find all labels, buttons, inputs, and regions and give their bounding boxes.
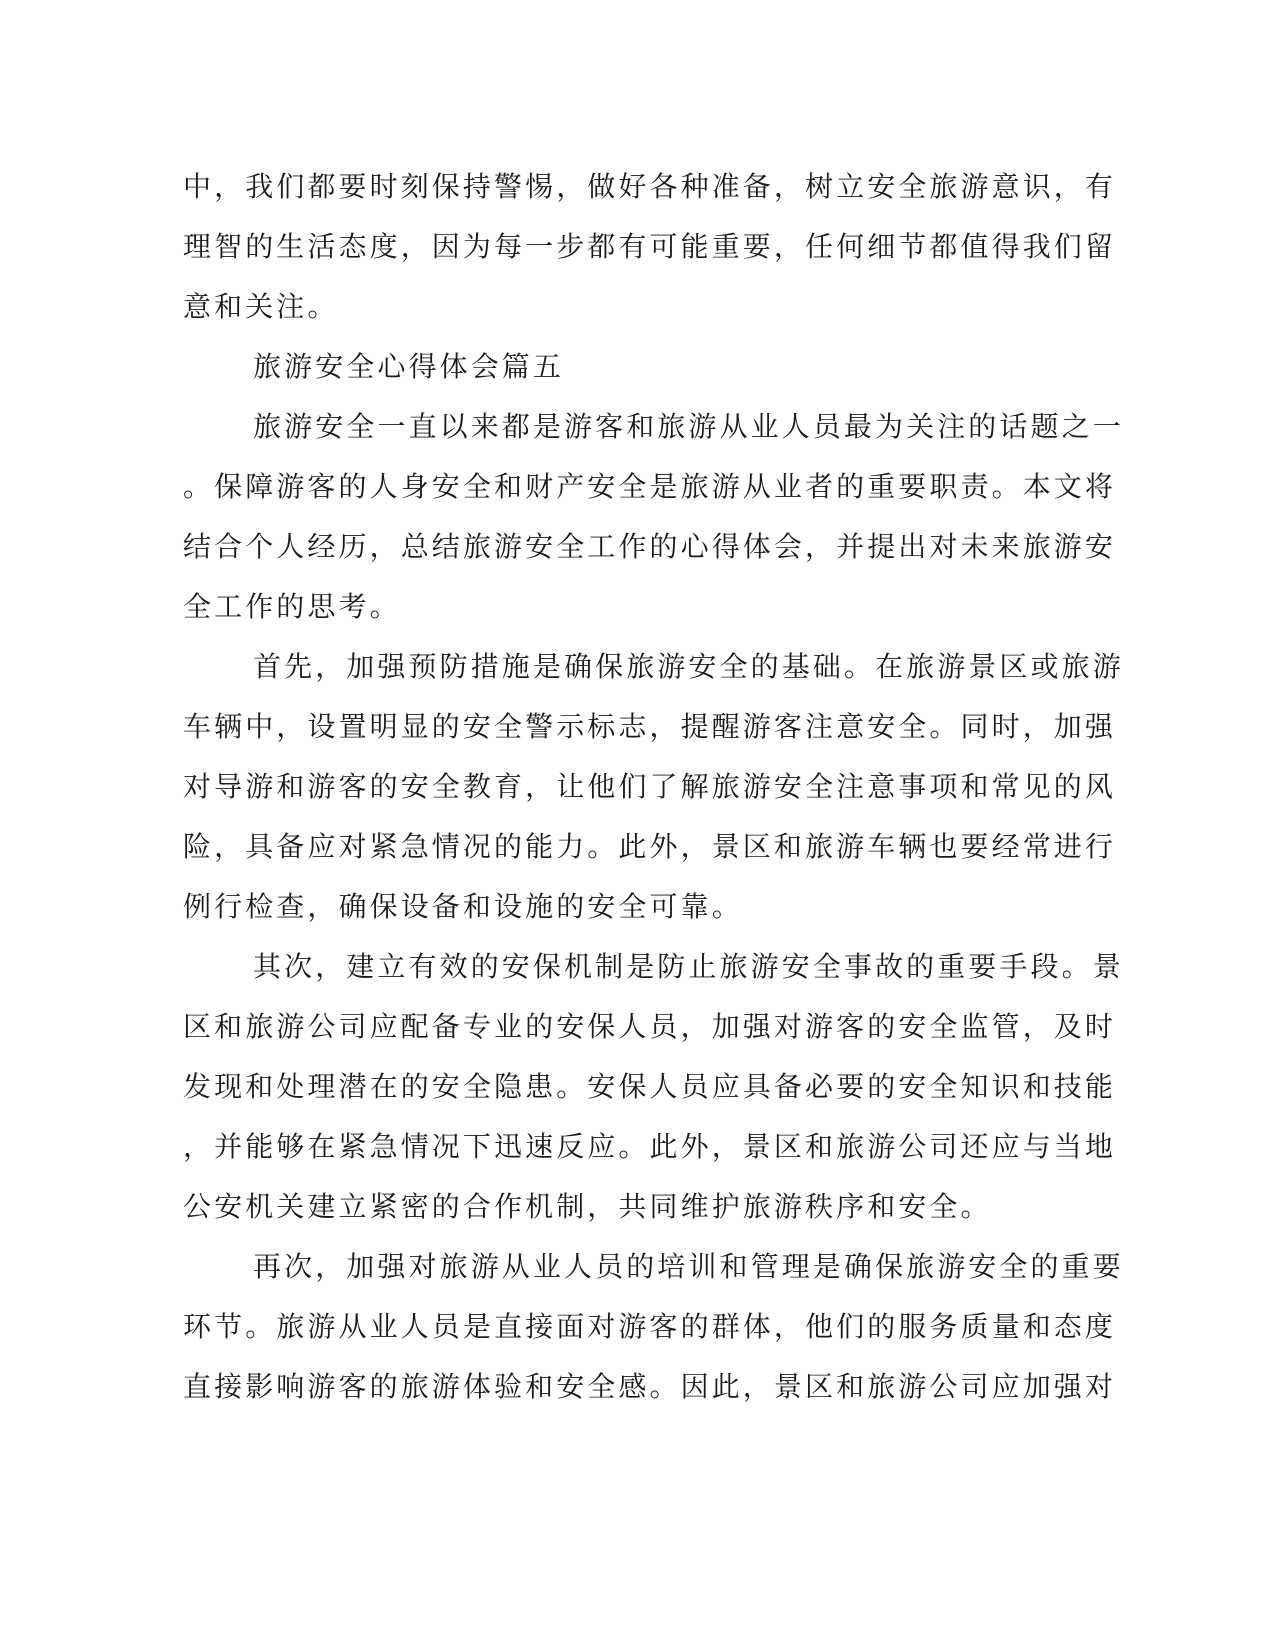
text-line: 直接影响游客的旅游体验和安全感。因此，景区和旅游公司应加强对 [183,1370,1117,1403]
text-line: 例行检查，确保设备和设施的安全可靠。 [183,890,743,923]
text-line: 公安机关建立紧密的合作机制，共同维护旅游秩序和安全。 [183,1190,992,1223]
text-line: 区和旅游公司应配备专业的安保人员，加强对游客的安全监管，及时 [183,1010,1117,1043]
text-line: 险，具备应对紧急情况的能力。此外，景区和旅游车辆也要经常进行 [183,830,1117,863]
text-line: 结合个人经历，总结旅游安全工作的心得体会，并提出对未来旅游安 [183,530,1117,563]
text-line: 意和关注。 [183,290,339,323]
text-line: 中，我们都要时刻保持警惕，做好各种准备，树立安全旅游意识，有 [183,170,1117,203]
text-line: 环节。旅游从业人员是直接面对游客的群体，他们的服务质量和态度 [183,1310,1117,1343]
document-body [183,157,1124,1417]
text-line: ，并能够在紧急情况下迅速反应。此外，景区和旅游公司还应与当地 [183,1130,1117,1163]
text-line: 。保障游客的人身安全和财产安全是旅游从业者的重要职责。本文将 [183,470,1117,503]
section-heading: 旅游安全心得体会篇五 [253,350,565,383]
text-line: 其次，建立有效的安保机制是防止旅游安全事故的重要手段。景 [253,950,1124,983]
text-line: 发现和处理潜在的安全隐患。安保人员应具备必要的安全知识和技能 [183,1070,1117,1103]
text-line: 首先，加强预防措施是确保旅游安全的基础。在旅游景区或旅游 [253,650,1124,683]
text-line: 对导游和游客的安全教育，让他们了解旅游安全注意事项和常见的风 [183,770,1117,803]
text-line: 再次，加强对旅游从业人员的培训和管理是确保旅游安全的重要 [253,1250,1124,1283]
text-line: 全工作的思考。 [183,590,401,623]
text-line: 车辆中，设置明显的安全警示标志，提醒游客注意安全。同时，加强 [183,710,1117,743]
text-line: 理智的生活态度，因为每一步都有可能重要，任何细节都值得我们留 [183,230,1117,263]
text-line: 旅游安全一直以来都是游客和旅游从业人员最为关注的话题之一 [253,410,1124,443]
